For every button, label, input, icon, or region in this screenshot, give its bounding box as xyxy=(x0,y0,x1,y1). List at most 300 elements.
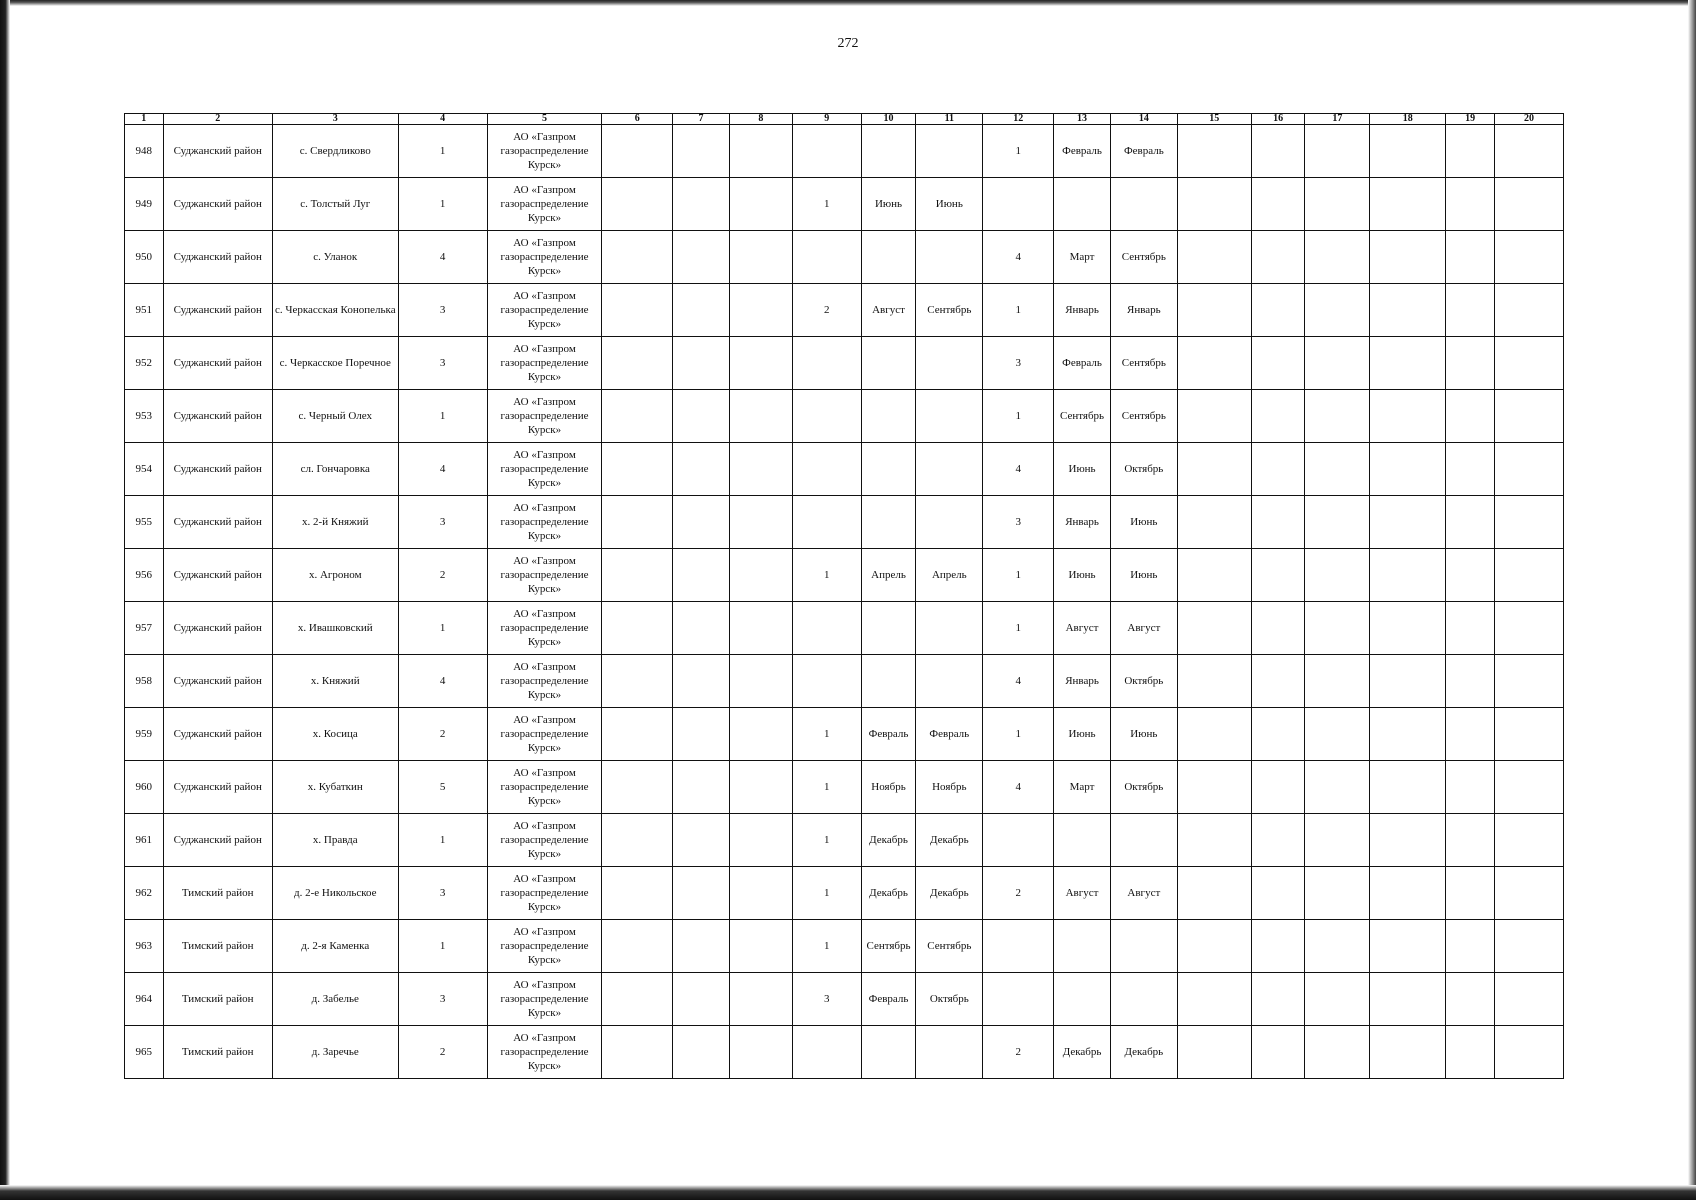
table-cell-col-4: 3 xyxy=(398,337,487,390)
table-cell-col-4: 3 xyxy=(398,867,487,920)
table-cell-col-18 xyxy=(1370,761,1446,814)
table-cell-col-10: Июнь xyxy=(861,178,916,231)
table-cell-col-6 xyxy=(602,337,673,390)
table-cell-col-18 xyxy=(1370,231,1446,284)
table-cell-col-20 xyxy=(1494,549,1563,602)
table-cell-col-6 xyxy=(602,973,673,1026)
table-cell-col-9: 1 xyxy=(792,708,861,761)
table-cell-col-12 xyxy=(983,920,1054,973)
table-cell-col-2: Суджанский район xyxy=(163,602,272,655)
table-row xyxy=(125,1026,1564,1079)
table-cell-col-9: 1 xyxy=(792,549,861,602)
table-cell-col-10 xyxy=(861,125,916,178)
table-cell-col-19 xyxy=(1446,761,1495,814)
table-cell-col-14: Февраль xyxy=(1110,125,1177,178)
table-cell-col-1: 962 xyxy=(125,867,164,920)
table-cell-col-15 xyxy=(1177,496,1251,549)
table-cell-col-4: 5 xyxy=(398,761,487,814)
table-cell-col-16 xyxy=(1251,337,1305,390)
table-cell-col-17 xyxy=(1305,284,1370,337)
table-row xyxy=(125,125,1564,178)
table-cell-col-1: 953 xyxy=(125,390,164,443)
table-cell-col-13: Сентябрь xyxy=(1054,390,1111,443)
table-cell-col-8 xyxy=(729,284,792,337)
scan-edge-bottom xyxy=(0,1185,1696,1200)
table-cell-col-9 xyxy=(792,125,861,178)
table-row xyxy=(125,708,1564,761)
table-cell-col-8 xyxy=(729,973,792,1026)
table-cell-col-13: Июнь xyxy=(1054,443,1111,496)
table-cell-col-16 xyxy=(1251,920,1305,973)
table-cell-col-11 xyxy=(916,337,983,390)
table-cell-col-2: Суджанский район xyxy=(163,178,272,231)
table-cell-col-13: Март xyxy=(1054,231,1111,284)
table-cell-col-17 xyxy=(1305,655,1370,708)
page-number: 272 xyxy=(837,36,859,51)
table-cell-col-19 xyxy=(1446,708,1495,761)
table-cell-col-14: Октябрь xyxy=(1110,761,1177,814)
table-cell-col-10 xyxy=(861,602,916,655)
table-cell-col-8 xyxy=(729,920,792,973)
table-cell-col-19 xyxy=(1446,1026,1495,1079)
table-row xyxy=(125,867,1564,920)
table-cell-col-2: Тимский район xyxy=(163,920,272,973)
table-cell-col-14: Сентябрь xyxy=(1110,337,1177,390)
table-cell-col-8 xyxy=(729,390,792,443)
table-cell-col-14 xyxy=(1110,973,1177,1026)
table-cell-col-11: Июнь xyxy=(916,178,983,231)
table-cell-col-3: сл. Гончаровка xyxy=(272,443,398,496)
column-header-8: 8 xyxy=(729,114,792,125)
table-cell-col-14: Январь xyxy=(1110,284,1177,337)
table-row xyxy=(125,602,1564,655)
column-header-19: 19 xyxy=(1446,114,1495,125)
table-cell-col-7 xyxy=(673,920,730,973)
table-cell-col-19 xyxy=(1446,655,1495,708)
table-cell-col-8 xyxy=(729,443,792,496)
table-cell-col-13: Январь xyxy=(1054,284,1111,337)
table-cell-col-15 xyxy=(1177,814,1251,867)
table-row xyxy=(125,920,1564,973)
table-cell-col-10 xyxy=(861,337,916,390)
table-cell-col-18 xyxy=(1370,284,1446,337)
table-cell-col-15 xyxy=(1177,602,1251,655)
table-cell-col-1: 948 xyxy=(125,125,164,178)
table-cell-col-18 xyxy=(1370,443,1446,496)
table-cell-col-20 xyxy=(1494,337,1563,390)
table-cell-col-14: Декабрь xyxy=(1110,1026,1177,1079)
table-cell-col-3: х. Косица xyxy=(272,708,398,761)
column-header-11: 11 xyxy=(916,114,983,125)
table-cell-col-6 xyxy=(602,178,673,231)
table-cell-col-14: Сентябрь xyxy=(1110,390,1177,443)
table-row xyxy=(125,761,1564,814)
table-row xyxy=(125,973,1564,1026)
table-cell-col-3: х. Агроном xyxy=(272,549,398,602)
table-cell-col-13: Декабрь xyxy=(1054,1026,1111,1079)
table-cell-col-4: 1 xyxy=(398,920,487,973)
table-cell-col-2: Суджанский район xyxy=(163,549,272,602)
table-cell-col-20 xyxy=(1494,284,1563,337)
table-cell-col-8 xyxy=(729,337,792,390)
column-header-15: 15 xyxy=(1177,114,1251,125)
table-cell-col-16 xyxy=(1251,231,1305,284)
table-cell-col-2: Суджанский район xyxy=(163,761,272,814)
table-cell-col-3: с. Черкасское Поречное xyxy=(272,337,398,390)
column-header-1: 1 xyxy=(125,114,164,125)
table-cell-col-12: 4 xyxy=(983,443,1054,496)
table-cell-col-20 xyxy=(1494,973,1563,1026)
table-cell-col-6 xyxy=(602,602,673,655)
table-cell-col-4: 2 xyxy=(398,1026,487,1079)
table-cell-col-6 xyxy=(602,549,673,602)
table-row xyxy=(125,390,1564,443)
table-cell-col-9 xyxy=(792,602,861,655)
table-cell-col-8 xyxy=(729,602,792,655)
scan-edge-right xyxy=(1688,0,1696,1200)
table-cell-col-9: 1 xyxy=(792,920,861,973)
table-cell-col-7 xyxy=(673,761,730,814)
table-cell-col-17 xyxy=(1305,761,1370,814)
table-cell-col-5: АО «Газпром газораспределение Курск» xyxy=(487,814,602,867)
table-cell-col-16 xyxy=(1251,443,1305,496)
table-cell-col-9 xyxy=(792,390,861,443)
table-cell-col-1: 964 xyxy=(125,973,164,1026)
table-cell-col-7 xyxy=(673,708,730,761)
table-cell-col-3: х. Кубаткин xyxy=(272,761,398,814)
table-cell-col-8 xyxy=(729,178,792,231)
table-cell-col-18 xyxy=(1370,496,1446,549)
register-table xyxy=(124,113,1564,1079)
table-cell-col-14: Октябрь xyxy=(1110,443,1177,496)
table-cell-col-8 xyxy=(729,708,792,761)
table-cell-col-12: 4 xyxy=(983,231,1054,284)
table-cell-col-4: 1 xyxy=(398,814,487,867)
table-cell-col-1: 960 xyxy=(125,761,164,814)
table-cell-col-8 xyxy=(729,761,792,814)
table-cell-col-5: АО «Газпром газораспределение Курск» xyxy=(487,231,602,284)
table-cell-col-19 xyxy=(1446,549,1495,602)
table-cell-col-19 xyxy=(1446,125,1495,178)
table-cell-col-15 xyxy=(1177,125,1251,178)
table-cell-col-5: АО «Газпром газораспределение Курск» xyxy=(487,549,602,602)
column-header-5: 5 xyxy=(487,114,602,125)
table-cell-col-18 xyxy=(1370,178,1446,231)
table-cell-col-14: Август xyxy=(1110,867,1177,920)
table-cell-col-3: д. 2-я Каменка xyxy=(272,920,398,973)
table-cell-col-3: с. Свердликово xyxy=(272,125,398,178)
table-cell-col-15 xyxy=(1177,761,1251,814)
table-cell-col-13: Февраль xyxy=(1054,337,1111,390)
table-cell-col-11 xyxy=(916,655,983,708)
table-cell-col-15 xyxy=(1177,390,1251,443)
table-cell-col-18 xyxy=(1370,973,1446,1026)
table-cell-col-9: 1 xyxy=(792,178,861,231)
table-cell-col-9: 1 xyxy=(792,761,861,814)
table-cell-col-2: Тимский район xyxy=(163,1026,272,1079)
table-cell-col-18 xyxy=(1370,125,1446,178)
table-cell-col-7 xyxy=(673,814,730,867)
table-cell-col-11 xyxy=(916,125,983,178)
table-cell-col-3: д. Забелье xyxy=(272,973,398,1026)
column-header-10: 10 xyxy=(861,114,916,125)
table-cell-col-6 xyxy=(602,231,673,284)
table-cell-col-18 xyxy=(1370,602,1446,655)
table-cell-col-14 xyxy=(1110,814,1177,867)
table-cell-col-15 xyxy=(1177,655,1251,708)
table-cell-col-12 xyxy=(983,178,1054,231)
table-cell-col-15 xyxy=(1177,284,1251,337)
table-cell-col-2: Суджанский район xyxy=(163,231,272,284)
table-cell-col-3: с. Толстый Луг xyxy=(272,178,398,231)
table-cell-col-18 xyxy=(1370,708,1446,761)
table-cell-col-4: 1 xyxy=(398,125,487,178)
scan-edge-left xyxy=(0,0,10,1200)
table-cell-col-12: 3 xyxy=(983,337,1054,390)
table-cell-col-9: 1 xyxy=(792,814,861,867)
table-cell-col-5: АО «Газпром газораспределение Курск» xyxy=(487,920,602,973)
table-cell-col-13: Январь xyxy=(1054,655,1111,708)
table-cell-col-15 xyxy=(1177,549,1251,602)
table-cell-col-17 xyxy=(1305,549,1370,602)
table-cell-col-11: Октябрь xyxy=(916,973,983,1026)
table-cell-col-7 xyxy=(673,867,730,920)
table-row xyxy=(125,549,1564,602)
table-cell-col-20 xyxy=(1494,920,1563,973)
table-cell-col-20 xyxy=(1494,390,1563,443)
table-cell-col-2: Суджанский район xyxy=(163,390,272,443)
table-cell-col-17 xyxy=(1305,602,1370,655)
table-cell-col-5: АО «Газпром газораспределение Курск» xyxy=(487,178,602,231)
table-cell-col-18 xyxy=(1370,920,1446,973)
table-cell-col-2: Тимский район xyxy=(163,867,272,920)
table-cell-col-7 xyxy=(673,178,730,231)
table-cell-col-12 xyxy=(983,973,1054,1026)
table-cell-col-5: АО «Газпром газораспределение Курск» xyxy=(487,655,602,708)
table-cell-col-12: 1 xyxy=(983,125,1054,178)
table-cell-col-15 xyxy=(1177,920,1251,973)
table-cell-col-5: АО «Газпром газораспределение Курск» xyxy=(487,284,602,337)
table-cell-col-11: Декабрь xyxy=(916,867,983,920)
table-cell-col-3: д. Заречье xyxy=(272,1026,398,1079)
table-cell-col-14 xyxy=(1110,178,1177,231)
table-row xyxy=(125,178,1564,231)
table-cell-col-19 xyxy=(1446,337,1495,390)
table-cell-col-1: 951 xyxy=(125,284,164,337)
table-cell-col-17 xyxy=(1305,125,1370,178)
table-cell-col-10 xyxy=(861,496,916,549)
table-cell-col-20 xyxy=(1494,231,1563,284)
table-cell-col-19 xyxy=(1446,867,1495,920)
table-cell-col-17 xyxy=(1305,1026,1370,1079)
table-cell-col-19 xyxy=(1446,814,1495,867)
table-cell-col-6 xyxy=(602,1026,673,1079)
column-header-3: 3 xyxy=(272,114,398,125)
table-cell-col-14: Октябрь xyxy=(1110,655,1177,708)
table-cell-col-20 xyxy=(1494,761,1563,814)
table-cell-col-10: Декабрь xyxy=(861,814,916,867)
table-cell-col-20 xyxy=(1494,443,1563,496)
table-cell-col-11 xyxy=(916,602,983,655)
table-cell-col-19 xyxy=(1446,973,1495,1026)
table-cell-col-5: АО «Газпром газораспределение Курск» xyxy=(487,1026,602,1079)
table-cell-col-12: 1 xyxy=(983,390,1054,443)
table-cell-col-3: х. Правда xyxy=(272,814,398,867)
table-cell-col-16 xyxy=(1251,708,1305,761)
table-cell-col-5: АО «Газпром газораспределение Курск» xyxy=(487,390,602,443)
table-row xyxy=(125,231,1564,284)
table-cell-col-10: Февраль xyxy=(861,708,916,761)
table-cell-col-7 xyxy=(673,125,730,178)
table-cell-col-10: Декабрь xyxy=(861,867,916,920)
table-cell-col-10: Август xyxy=(861,284,916,337)
table-cell-col-1: 965 xyxy=(125,1026,164,1079)
table-cell-col-9: 1 xyxy=(792,867,861,920)
table-cell-col-13: Август xyxy=(1054,602,1111,655)
table-cell-col-5: АО «Газпром газораспределение Курск» xyxy=(487,973,602,1026)
table-cell-col-13: Июнь xyxy=(1054,708,1111,761)
table-cell-col-17 xyxy=(1305,867,1370,920)
table-cell-col-14: Июнь xyxy=(1110,708,1177,761)
table-cell-col-20 xyxy=(1494,496,1563,549)
column-header-12: 12 xyxy=(983,114,1054,125)
table-cell-col-12: 4 xyxy=(983,761,1054,814)
column-header-20: 20 xyxy=(1494,114,1563,125)
table-cell-col-10 xyxy=(861,231,916,284)
table-cell-col-3: х. Княжий xyxy=(272,655,398,708)
column-header-13: 13 xyxy=(1054,114,1111,125)
table-cell-col-17 xyxy=(1305,920,1370,973)
table-cell-col-15 xyxy=(1177,708,1251,761)
table-cell-col-10 xyxy=(861,1026,916,1079)
table-cell-col-3: х. Ивашковский xyxy=(272,602,398,655)
table-cell-col-18 xyxy=(1370,814,1446,867)
table-cell-col-15 xyxy=(1177,178,1251,231)
table-cell-col-12: 2 xyxy=(983,1026,1054,1079)
table-cell-col-15 xyxy=(1177,1026,1251,1079)
table-cell-col-16 xyxy=(1251,973,1305,1026)
table-cell-col-12 xyxy=(983,814,1054,867)
table-cell-col-11 xyxy=(916,1026,983,1079)
table-cell-col-19 xyxy=(1446,284,1495,337)
table-cell-col-9 xyxy=(792,443,861,496)
table-cell-col-5: АО «Газпром газораспределение Курск» xyxy=(487,337,602,390)
table-row xyxy=(125,814,1564,867)
table-cell-col-20 xyxy=(1494,1026,1563,1079)
table-cell-col-18 xyxy=(1370,1026,1446,1079)
table-cell-col-4: 4 xyxy=(398,443,487,496)
column-header-4: 4 xyxy=(398,114,487,125)
table-cell-col-5: АО «Газпром газораспределение Курск» xyxy=(487,125,602,178)
table-cell-col-4: 2 xyxy=(398,708,487,761)
table-cell-col-13 xyxy=(1054,178,1111,231)
table-cell-col-12: 1 xyxy=(983,602,1054,655)
table-cell-col-3: с. Черкасская Конопелька xyxy=(272,284,398,337)
table-cell-col-14 xyxy=(1110,920,1177,973)
table-cell-col-16 xyxy=(1251,284,1305,337)
table-cell-col-12: 3 xyxy=(983,496,1054,549)
table-cell-col-19 xyxy=(1446,602,1495,655)
table-cell-col-2: Тимский район xyxy=(163,973,272,1026)
table-cell-col-11: Ноябрь xyxy=(916,761,983,814)
column-header-9: 9 xyxy=(792,114,861,125)
table-cell-col-4: 1 xyxy=(398,602,487,655)
table-cell-col-15 xyxy=(1177,973,1251,1026)
table-cell-col-16 xyxy=(1251,125,1305,178)
table-cell-col-9 xyxy=(792,1026,861,1079)
table-cell-col-13 xyxy=(1054,973,1111,1026)
table-cell-col-20 xyxy=(1494,125,1563,178)
table-cell-col-12: 1 xyxy=(983,549,1054,602)
table-cell-col-10: Апрель xyxy=(861,549,916,602)
table-cell-col-1: 956 xyxy=(125,549,164,602)
table-cell-col-6 xyxy=(602,125,673,178)
table-row xyxy=(125,655,1564,708)
table-cell-col-6 xyxy=(602,761,673,814)
table-cell-col-7 xyxy=(673,655,730,708)
table-cell-col-5: АО «Газпром газораспределение Курск» xyxy=(487,867,602,920)
table-cell-col-11: Апрель xyxy=(916,549,983,602)
table-cell-col-13: Март xyxy=(1054,761,1111,814)
table-cell-col-7 xyxy=(673,496,730,549)
table-cell-col-3: с. Уланок xyxy=(272,231,398,284)
table-cell-col-19 xyxy=(1446,496,1495,549)
table-cell-col-11 xyxy=(916,390,983,443)
table-cell-col-5: АО «Газпром газораспределение Курск» xyxy=(487,761,602,814)
table-cell-col-13: Июнь xyxy=(1054,549,1111,602)
table-cell-col-19 xyxy=(1446,178,1495,231)
table-cell-col-13: Февраль xyxy=(1054,125,1111,178)
table-cell-col-8 xyxy=(729,655,792,708)
table-cell-col-13: Январь xyxy=(1054,496,1111,549)
table-cell-col-1: 950 xyxy=(125,231,164,284)
table-cell-col-3: д. 2-е Никольское xyxy=(272,867,398,920)
table-cell-col-18 xyxy=(1370,655,1446,708)
table-cell-col-17 xyxy=(1305,708,1370,761)
table-cell-col-17 xyxy=(1305,443,1370,496)
table-cell-col-13: Август xyxy=(1054,867,1111,920)
table-cell-col-1: 961 xyxy=(125,814,164,867)
column-header-7: 7 xyxy=(673,114,730,125)
table-cell-col-16 xyxy=(1251,1026,1305,1079)
table-body xyxy=(125,125,1564,1079)
table-cell-col-10: Ноябрь xyxy=(861,761,916,814)
table-row xyxy=(125,443,1564,496)
table-cell-col-7 xyxy=(673,337,730,390)
table-cell-col-1: 955 xyxy=(125,496,164,549)
table-cell-col-1: 958 xyxy=(125,655,164,708)
table-cell-col-6 xyxy=(602,655,673,708)
table-cell-col-11 xyxy=(916,496,983,549)
table-cell-col-9 xyxy=(792,231,861,284)
table-cell-col-4: 3 xyxy=(398,496,487,549)
table-cell-col-20 xyxy=(1494,178,1563,231)
table-row xyxy=(125,337,1564,390)
column-header-14: 14 xyxy=(1110,114,1177,125)
table-cell-col-8 xyxy=(729,549,792,602)
table-cell-col-10: Февраль xyxy=(861,973,916,1026)
table-cell-col-14: Август xyxy=(1110,602,1177,655)
table-cell-col-6 xyxy=(602,443,673,496)
table-cell-col-6 xyxy=(602,814,673,867)
table-cell-col-6 xyxy=(602,920,673,973)
table-cell-col-7 xyxy=(673,602,730,655)
table-cell-col-5: АО «Газпром газораспределение Курск» xyxy=(487,602,602,655)
table-cell-col-2: Суджанский район xyxy=(163,814,272,867)
table-cell-col-16 xyxy=(1251,602,1305,655)
table-cell-col-7 xyxy=(673,1026,730,1079)
table-cell-col-1: 952 xyxy=(125,337,164,390)
